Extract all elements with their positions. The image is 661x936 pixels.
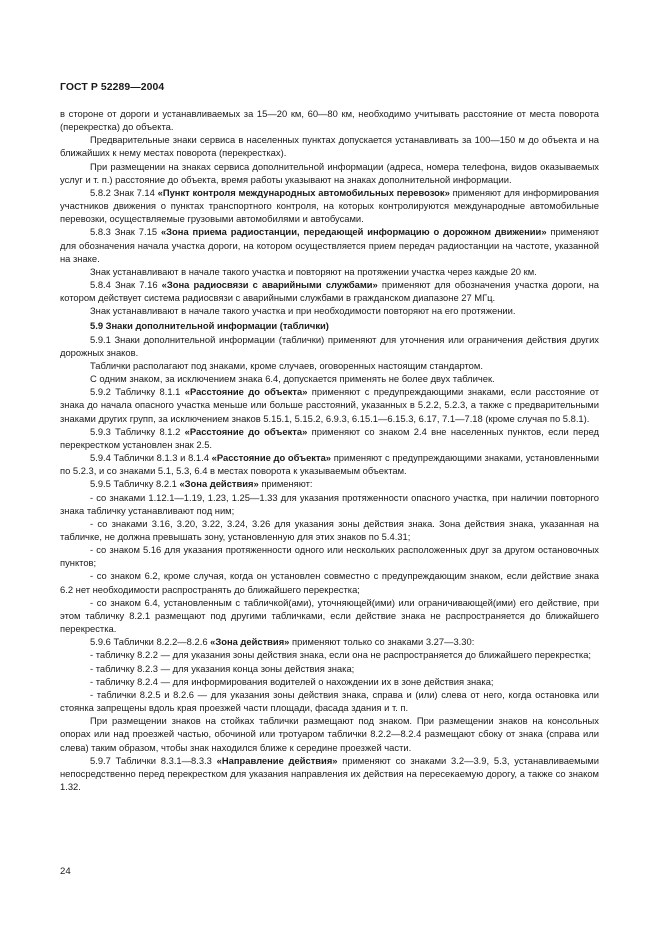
- paragraph: [60, 372, 599, 385]
- text-run: применяют:: [258, 478, 313, 490]
- text-run: 5.9.3 Табличку 8.1.2: [90, 425, 185, 437]
- text-run: - со знаком 6.2, кроме случая, когда он установлен совместно с предупреждающим знаком, если действие знака 6.2 нет необходимости распространять до ближайшего перекрестка;: [60, 570, 599, 595]
- paragraph: [60, 265, 599, 278]
- bold-term: «Зона приема радиостанции, передающей информацию о дорожном движении»: [160, 226, 547, 238]
- bold-term: «Зона радиосвязи с аварийными службами»: [161, 279, 378, 291]
- paragraph: [60, 491, 599, 517]
- paragraph: [60, 675, 599, 688]
- text-run: Знак устанавливают в начале такого участка и при необходимости повторяют на его протяжении.: [90, 305, 516, 317]
- text-run: 5.9.5 Табличку 8.2.1: [90, 478, 180, 490]
- bold-term: «Расстояние до объекта»: [184, 386, 308, 398]
- paragraph: [60, 107, 599, 133]
- text-run: 5.9.7 Таблички 8.3.1—8.3.3: [90, 754, 217, 766]
- bold-term: «Направление действия»: [216, 754, 338, 766]
- paragraph: [60, 596, 599, 635]
- paragraph: [60, 359, 599, 372]
- text-run: 5.8.3 Знак 7.15: [90, 226, 161, 238]
- text-run: Предварительные знаки сервиса в населенных пунктах допускается устанавливать за 100—150 м до объекта и на ближайших к нему местах поворота (перекрестках).: [60, 134, 599, 159]
- bold-term: «Расстояние до объекта»: [211, 452, 332, 464]
- text-run: 5.9.1 Знаки дополнительной информации (таблички) применяют для уточнения или ограничения действия других дорожных знаков.: [60, 333, 599, 358]
- bold-term: «Зона действия»: [179, 478, 259, 490]
- text-run: применяют со знаками 3.2—3.9, 5.3, устанавливаемыми непосредственно перед перекрестком для указания направления их действия на пересекаемую дорогу, а также со знаком 1.32.: [60, 754, 599, 792]
- bold-term: «Пункт контроля международных автомобильных перевозок»: [157, 186, 450, 198]
- text-run: Знак устанавливают в начале такого участка и повторяют на протяжении участка через каждые 20 км.: [90, 265, 537, 277]
- paragraph: [60, 333, 599, 359]
- paragraph: [60, 133, 599, 159]
- text-run: С одним знаком, за исключением знака 6.4, допускается применять не более двух табличек.: [90, 373, 495, 385]
- paragraph: [60, 160, 599, 186]
- text-run: - со знаком 5.16 для указания протяженности одного или нескольких расположенных друг за другом остановочных пунктов;: [60, 544, 599, 569]
- text-run: применяют только со знаками 3.27—3.30:: [289, 636, 475, 648]
- text-run: 5.9.4 Таблички 8.1.3 и 8.1.4: [90, 452, 212, 464]
- text-run: в стороне от дороги и устанавливаемых за 15—20 км, 60—80 км, необходимо учитывать расстояние от места поворота (перекрестка) до объекта.: [60, 108, 599, 133]
- paragraph: [60, 635, 599, 648]
- text-run: - табличку 8.2.2 — для указания зоны действия знака, если она не распространяется до ближайшего перекрестка;: [90, 649, 592, 661]
- paragraph: [60, 225, 599, 264]
- text-run: 5.9 Знаки дополнительной информации (таблички): [90, 319, 329, 331]
- paragraph: [60, 648, 599, 661]
- text-run: - со знаком 6.4, установленным с табличкой(ами), уточняющей(ими) или ограничивающей(ими) его действие, при этом табличку 8.2.1 размещают под другими табличками, если действие знака не распространяется до ближайшего перекрестка.: [60, 596, 599, 635]
- body-text: [60, 107, 599, 793]
- text-run: - табличку 8.2.4 — для информирования водителей о нахождении их в зоне действия знака;: [90, 675, 494, 687]
- text-run: При размещении знаков на стойках таблички размещают под знаком. При размещении знаков на консольных опорах или над проезжей частью, обочиной или тротуаром таблички 8.2.2—8.2.4 размещают сбоку от знака (справа или слева) таким образом, чтобы знак находился ближе к середине проезжей части.: [60, 715, 599, 753]
- text-run: При размещении на знаках сервиса дополнительной информации (адреса, номера телефона, видов оказываемых услуг и т. п.) расстояние до объекта, время работы указывают на знаках дополнительной информации.: [60, 160, 599, 185]
- text-run: применяют с предупреждающими знаками, установленными по 5.2.3, и со знаками 5.1, 5.3, 6.4 в местах поворота к указываемым объектам.: [60, 452, 599, 477]
- paragraph: [60, 385, 599, 424]
- text-run: - таблички 8.2.5 и 8.2.6 — для указания зоны действия знака, справа и (или) слева от него, когда остановка или стоянка запрещены вдоль края проезжей части площади, фасада здания и т. п.: [60, 688, 599, 714]
- text-run: применяют с предупреждающими знаками, если расстояние от знака до начала опасного участка меньше или больше расстояний, указанных в 5.2.2, 5.2.3, а также с предварительными знаками других групп, за исключением знаков 5.15.1, 5.15.2, 6.9.3, 6.15.1—6.15.3, 6.17, 7.1—7.18 (кроме случая по 5.8.1).: [60, 386, 599, 424]
- paragraph: [60, 569, 599, 595]
- text-run: - табличку 8.2.3 — для указания конца зоны действия знака;: [90, 662, 355, 674]
- paragraph: [60, 304, 599, 317]
- paragraph: [60, 714, 599, 753]
- text-run: применяют для обозначения участка дороги, на котором действует система радиосвязи с аварийными службами в гражданском диапазоне 27 МГц.: [60, 279, 599, 304]
- paragraph: [60, 278, 599, 304]
- paragraph: [60, 186, 599, 225]
- text-run: 5.8.4 Знак 7.16: [90, 279, 162, 291]
- paragraph: [60, 451, 599, 477]
- paragraph: [60, 754, 599, 793]
- text-run: 5.8.2 Знак 7.14: [90, 186, 158, 198]
- paragraph: [60, 425, 599, 451]
- paragraph: [60, 477, 599, 490]
- paragraph: [60, 543, 599, 569]
- text-run: - со знаками 3.16, 3.20, 3.22, 3.24, 3.26 для указания зоны действия знака. Зона действия знака, указанная на табличке, не должна превышать зону, установленную для этих знаков по 5.4.31;: [60, 517, 599, 542]
- bold-term: «Расстояние до объекта»: [184, 425, 308, 437]
- text-run: 5.9.2 Табличку 8.1.1: [90, 386, 185, 398]
- text-run: применяют со знаком 2.4 вне населенных пунктов, если перед перекрестком установлен знак 2.5.: [60, 425, 600, 450]
- text-run: Таблички располагают под знаками, кроме случаев, оговоренных настоящим стандартом.: [90, 359, 483, 371]
- paragraph: [60, 662, 599, 675]
- bold-term: «Зона действия»: [210, 636, 290, 648]
- text-run: - со знаками 1.12.1—1.19, 1.23, 1.25—1.33 для указания протяженности опасного участка, при наличии повторного знака табличку устанавливают под ним;: [60, 491, 599, 516]
- paragraph: [60, 688, 599, 714]
- page-number: 24: [60, 866, 71, 877]
- paragraph: [60, 517, 599, 543]
- document-header: ГОСТ Р 52289—2004: [60, 82, 165, 93]
- text-run: 5.9.6 Таблички 8.2.2—8.2.6: [90, 636, 211, 648]
- text-run: применяют для обозначения начала участка дороги, на котором осуществляется прием передач радиостанции на частоте, указанной на знаке.: [60, 226, 599, 264]
- section-heading: [60, 319, 599, 332]
- text-run: применяют для информирования участников движения о пунктах транспортного контроля, на которых контролируются международные автомобильные перевозки, осуществляемые грузовыми автомобилями и автобусами.: [60, 186, 599, 225]
